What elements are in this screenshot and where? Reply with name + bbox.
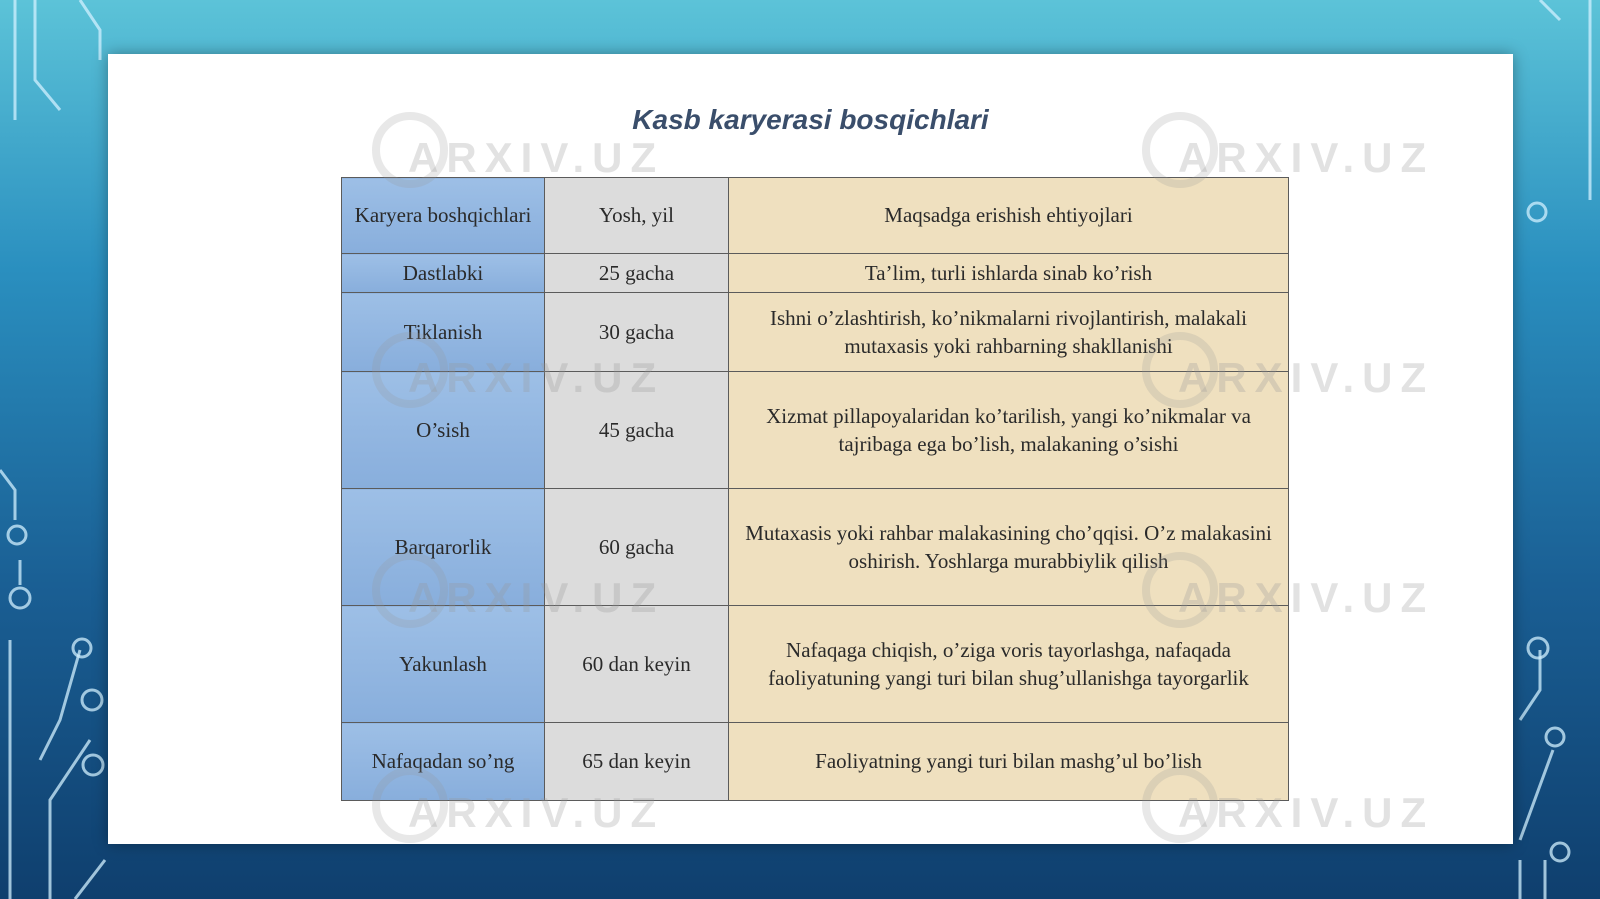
table-row [342,489,1289,606]
needs-cell: Ishni o’zlashtirish, ko’nikmalarni rivojlantirish, malakali mutaxasis yoki rahbarning shakllanishi [729,293,1289,372]
slide-title: Kasb karyerasi bosqichlari [632,104,989,135]
age-cell: 60 gacha [545,489,729,606]
table-row [342,254,1289,293]
needs-cell: Mutaxasis yoki rahbar malakasining cho’qqisi. O’z malakasini oshirish. Yoshlarga murabbiylik qilish [729,489,1289,606]
needs-cell: Ta’lim, turli ishlarda sinab ko’rish [729,254,1289,293]
watermark: ARXIV.UZ [408,789,664,837]
header-stage: Karyera boshqichlari [342,178,545,254]
table-row [342,372,1289,489]
stage-cell: Yakunlash [342,606,545,723]
watermark: ARXIV.UZ [1178,354,1434,402]
age-cell: 65 dan keyin [545,723,729,801]
table-row [342,606,1289,723]
age-cell: 25 gacha [545,254,729,293]
watermark: ARXIV.UZ [1178,134,1434,182]
stage-cell: O’sish [342,372,545,489]
career-stages-table [341,177,1289,801]
watermark: ARXIV.UZ [1178,789,1434,837]
stage-cell: Tiklanish [342,293,545,372]
stage-cell: Dastlabki [342,254,545,293]
table-row [342,293,1289,372]
header-needs: Maqsadga erishish ehtiyojlari [729,178,1289,254]
age-cell: 30 gacha [545,293,729,372]
needs-cell: Xizmat pillapoyalaridan ko’tarilish, yangi ko’nikmalar va tajribaga ega bo’lish, malakaning o’sishi [729,372,1289,489]
header-age: Yosh, yil [545,178,729,254]
slide [108,54,1513,844]
needs-cell: Nafaqaga chiqish, o’ziga voris tayorlashga, nafaqada faoliyatuning yangi turi bilan shug’ullanishga tayorgarlik [729,606,1289,723]
table-header-row [342,178,1289,254]
needs-cell: Faoliyatning yangi turi bilan mashg’ul bo’lish [729,723,1289,801]
age-cell: 45 gacha [545,372,729,489]
stage-cell: Nafaqadan so’ng [342,723,545,801]
age-cell: 60 dan keyin [545,606,729,723]
watermark: ARXIV.UZ [408,134,664,182]
watermark: ARXIV.UZ [1178,574,1434,622]
watermark: ARXIV.UZ [408,574,664,622]
stage-cell: Barqarorlik [342,489,545,606]
watermark: ARXIV.UZ [408,354,664,402]
table-row [342,723,1289,801]
